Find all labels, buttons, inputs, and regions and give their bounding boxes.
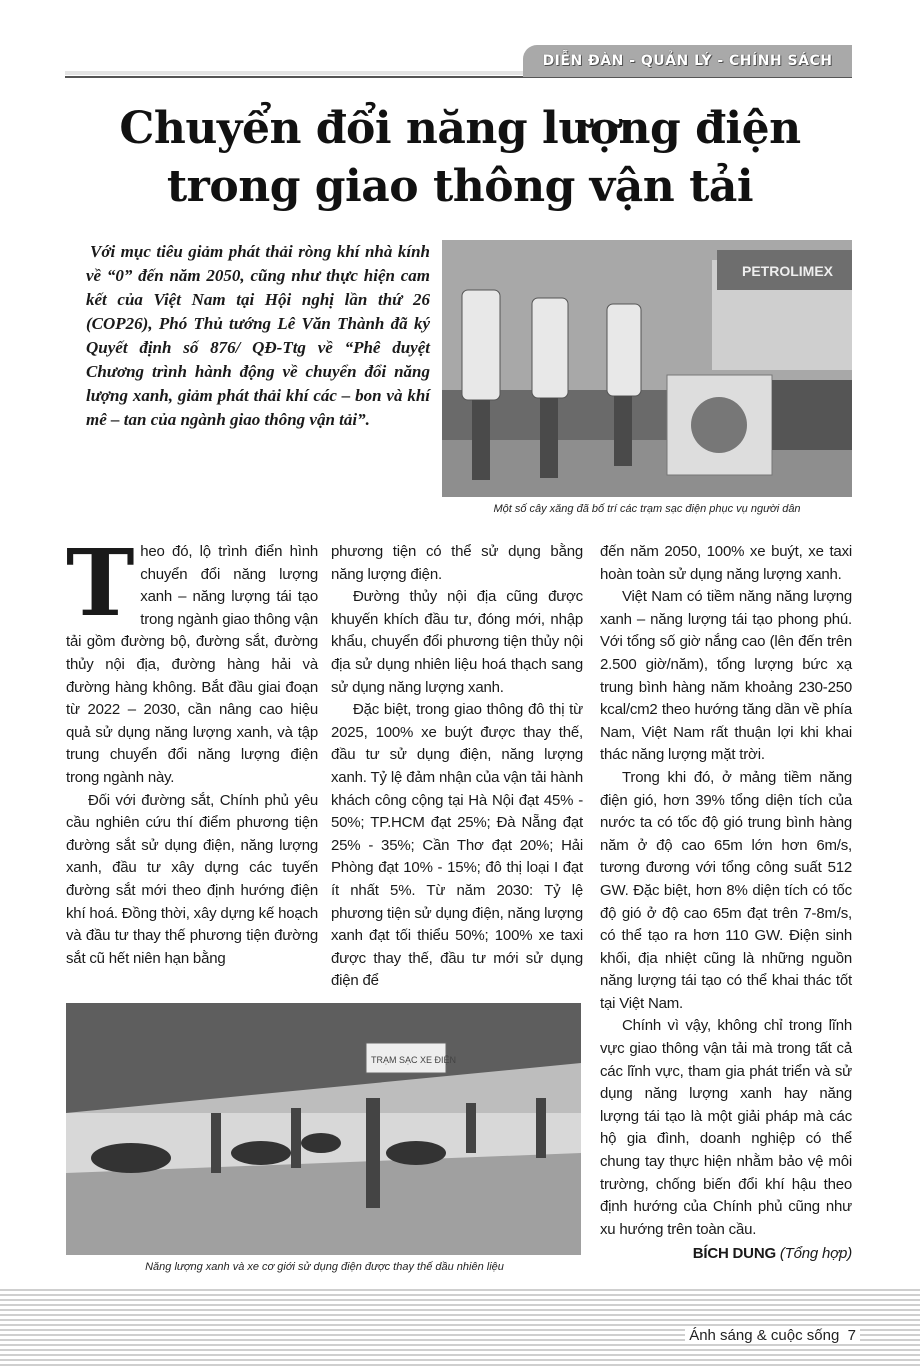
author-note: (Tổng hợp) [779,1245,852,1263]
paragraph-text: heo đó, lộ trình điển hình chuyển đổi năng lượng xanh – năng lượng tái tạo trong ngành giao thông vận tải gồm đường bộ, đường sắt, đường thủy nội địa, đường hàng hải và đường hàng không. Bắt đầu giai đoạn từ 2022 – 2030, cần nâng cao hiệu quả sử dụng năng lượng xanh, và tập trung chuyển đổi năng lượng điện trong ngành này. [66,543,318,786]
author-name: BÍCH DUNG [692,1245,776,1263]
petrolimex-sign: PETROLIMEX [742,263,834,279]
drop-cap: T [66,529,135,637]
article-lead: Với mục tiêu giảm phát thải ròng khí nhà kính về “0” đến năm 2050, cũng như thực hiện cam kết của Việt Nam tại Hội nghị lần thứ 26 (COP26), Phó Thủ tướng Lê Văn Thành đã ký Quyết định số 876/ QĐ-Ttg về “Phê duyệt Chương trình hành động về chuyển đổi năng lượng xanh, giảm phát thải khí các – bon và khí mê – tan của ngành giao thông vận tải”. [86,242,430,429]
footer-stripes [0,1289,920,1369]
paragraph: Đối với đường sắt, Chính phủ yêu cầu nghiên cứu thí điểm phương tiện đường sắt sử dụng điện, năng lượng xanh, đầu tư xây dựng các tuyến đường sắt mới theo định hướng điện khí hoá. Đồng thời, xây dựng kế hoạch và đầu tư thay thế phương tiện đường sắt cũ hết niên hạn bằng [66,791,318,967]
author-byline [600,1243,852,1266]
paragraph: Trong khi đó, ở mảng tiềm năng điện gió, hơn 39% tổng diện tích của nước ta có tốc độ gió trung bình hàng năm ở độ cao 65m lớn hơn 6m/s, tương đương với tổng công suất 512 GW. Đặc biệt, hơn 8% diện tích có tốc độ gió ở độ cao 65m đạt trên 7-8m/s, có thể tạo ra hơn 110 GW. Điện sinh khối, địa nhiệt cũng là những nguồn năng lượng tái tạo có thể khai thác tốt tại Việt Nam. [600,768,852,1012]
section-header: DIỄN ĐÀN - QUẢN LÝ - CHÍNH SÁCH [542,53,833,69]
paragraph: Đường thủy nội địa cũng được khuyến khích đầu tư, đóng mới, nhập khẩu, chuyển đổi phương tiện thủy nội địa sử dụng nhiên liệu hoá thạch sang sử dụng năng lượng xanh. [331,588,583,696]
photo2-caption: Năng lượng xanh và xe cơ giới sử dụng điện được thay thế dầu nhiên liệu [145,1260,504,1273]
body-column-3 [600,541,852,1273]
photo-ev-parking [66,1003,581,1255]
photo1-figure [442,240,852,515]
paragraph: đến năm 2050, 100% xe buýt, xe taxi hoàn toàn sử dụng năng lượng xanh. [600,543,852,583]
header-rule-light [65,71,525,75]
page-number: 7 [847,1326,856,1344]
article-title [60,100,860,216]
paragraph: Đặc biệt, trong giao thông đô thị từ 2025, 100% xe buýt được thay thế, đầu tư sử dụng điện, năng lượng xanh. Tỷ lệ đảm nhận của vận tải hành khách công cộng tại Hà Nội đạt 45% - 50%; TP.HCM đạt 25%; Đà Nẵng đạt 25% - 35%; Cần Thơ đạt 20%; Hải Phòng đạt 10% - 15%; đô thị loại I đạt ít nhất 5%. Từ năm 2030: Tỷ lệ phương tiện sử dụng điện, năng lượng xanh đạt tối thiểu 50%; 100% xe taxi được thay thế, đầu tư mới sử dụng điện để [331,701,583,990]
paragraph: Việt Nam có tiềm năng năng lượng xanh – năng lượng tái tạo phong phú. Với tổng số giờ nắng cao (lên đến trên 2.500 giờ/năm), tổng lượng bức xạ trung bình hàng năm khoảng 230-250 kcal/cm2 theo hướng tăng dần về phía Nam, Việt Nam rất thuận lợi khi khai thác năng lượng mặt trời. [600,588,852,764]
charging-station-sign: TRẠM SẠC XE ĐIỆN [371,1054,457,1065]
title-line-2: trong giao thông vận tải [166,161,754,212]
paragraph [66,529,318,790]
article-body [66,529,852,1273]
body-column-1 [66,529,318,993]
magazine-name: Ánh sáng & cuộc sống [689,1326,840,1344]
intro-row [86,240,852,515]
paragraph: phương tiện có thể sử dụng bằng năng lượng điện. [331,543,583,583]
photo1-caption: Một số cây xăng đã bố trí các trạm sạc điện phục vụ người dân [493,503,801,515]
title-line-1: Chuyển đổi năng lượng điện [119,103,801,154]
paragraph: Chính vì vậy, không chỉ trong lĩnh vực giao thông vận tải mà trong tất cả các lĩnh vực, tham gia phát triển và sử dụng năng lượng xanh hay năng lượng tái tạo là một giải pháp mà các hộ gia đình, doanh nghiệp có thể chung tay thực hiện nhằm bảo vệ môi trường, chống biến đổi khí hậu theo định hướng của Chính phủ cũng như xu hướng trên toàn cầu. [600,1017,852,1238]
body-column-2 [331,541,583,993]
photo-charging-stations [442,240,852,497]
body-columns-1-2 [66,529,583,993]
section-header-tab [523,45,852,77]
body-left-area [66,529,583,1273]
page-footer [685,1327,860,1344]
